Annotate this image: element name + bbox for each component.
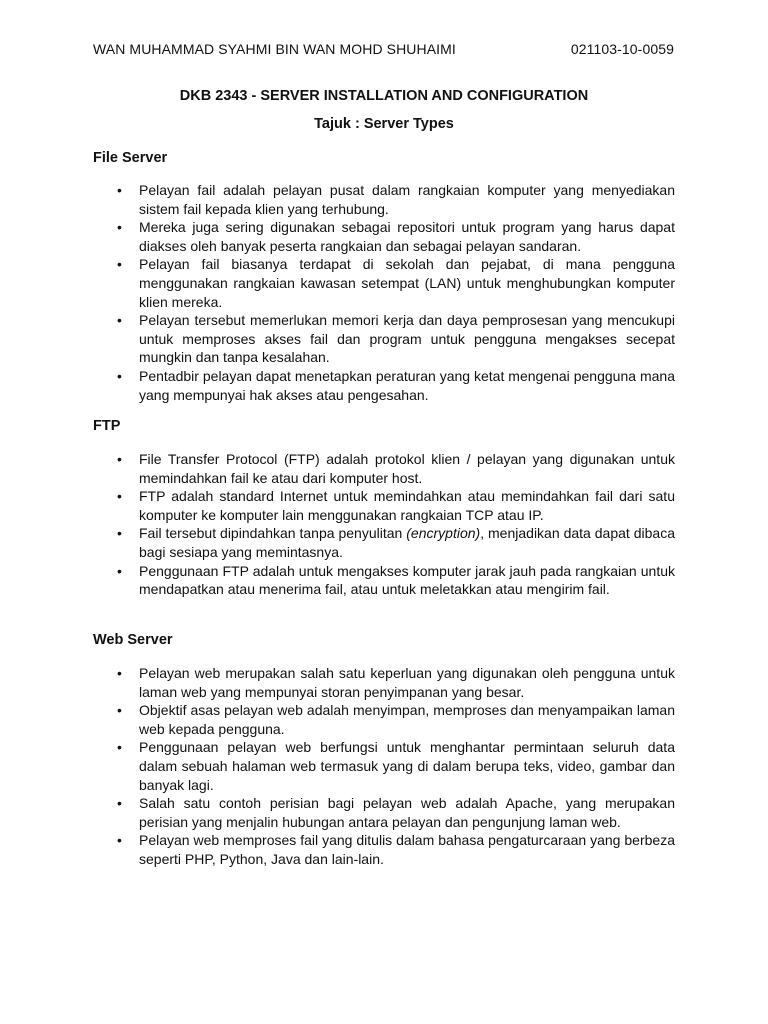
list-item-text: Pelayan web merupakan salah satu keperluan yang digunakan oleh pengguna untuk laman web yang mempunyai storan penyimpanan yang besar.	[139, 665, 675, 700]
list-item	[93, 701, 675, 738]
list-item-text: Pelayan fail biasanya terdapat di sekolah dan pejabat, di mana pengguna menggunakan rangkaian kawasan setempat (LAN) untuk menghubungkan komputer klien mereka.	[139, 256, 675, 310]
text-fragment: , menjadikan data dapat dibaca bagi sesiapa yang memintasnya.	[139, 525, 676, 560]
list-item-text: Penggunaan pelayan web berfungsi untuk menghantar permintaan seluruh data dalam sebuah halaman web termasuk yang di dalam berupa teks, video, gambar dan banyak lagi.	[139, 739, 675, 793]
bullet-icon: •	[117, 832, 122, 849]
bullet-icon: •	[117, 739, 122, 756]
list-item	[93, 311, 675, 367]
list-item-text: Salah satu contoh perisian bagi pelayan web adalah Apache, yang merupakan perisian yang menjalin hubungan antara pelayan dan pengunjung laman web.	[139, 795, 675, 830]
list-item-text: Pentadbir pelayan dapat menetapkan peraturan yang ketat mengenai pengguna mana yang mempunyai hak akses atau pengesahan.	[139, 367, 675, 403]
bullet-icon: •	[117, 795, 122, 812]
list-item	[93, 487, 675, 524]
ftp-list	[93, 450, 675, 599]
bullet-icon: •	[117, 367, 122, 384]
list-item	[93, 218, 675, 255]
text-fragment: Fail tersebut dipindahkan tanpa penyulitan	[139, 525, 407, 542]
italic-term: (encryption)	[406, 525, 481, 542]
file-server-list	[93, 181, 675, 404]
web-server-list	[93, 664, 675, 869]
list-item	[93, 562, 675, 599]
list-item-text	[139, 525, 675, 560]
bullet-icon: •	[117, 665, 122, 681]
page-header	[93, 41, 674, 57]
list-item	[93, 255, 675, 311]
list-item	[93, 367, 675, 404]
list-item-text: Pelayan tersebut memerlukan memori kerja dan daya pemprosesan yang mencukupi untuk memproses akses fail dan program untuk pengguna mengakses secepat mungkin dan tanpa kesalahan.	[139, 312, 675, 366]
bullet-icon: •	[117, 182, 122, 198]
section-heading-ftp: FTP	[93, 418, 121, 434]
list-item-text: Pelayan fail adalah pelayan pusat dalam rangkaian komputer yang menyediakan sistem fail kepada klien yang terhubung.	[139, 182, 675, 217]
list-item-text: FTP adalah standard Internet untuk memindahkan atau memindahkan fail dari satu komputer ke komputer lain menggunakan rangkaian TCP atau IP.	[139, 488, 675, 523]
bullet-icon: •	[117, 562, 122, 579]
list-item	[93, 794, 675, 831]
list-item	[93, 664, 675, 701]
bullet-icon: •	[117, 219, 122, 236]
list-item	[93, 831, 675, 868]
bullet-icon: •	[117, 488, 122, 505]
student-id: 021103-10-0059	[570, 41, 674, 57]
section-heading-web-server: Web Server	[93, 632, 173, 648]
bullet-icon: •	[117, 256, 122, 273]
list-item	[93, 181, 675, 218]
bullet-icon: •	[117, 525, 122, 542]
list-item-text: Mereka juga sering digunakan sebagai repositori untuk program yang harus dapat diakses oleh banyak peserta rangkaian dan sebagai pelayan sandaran.	[139, 219, 675, 254]
section-heading-file-server: File Server	[93, 150, 168, 166]
list-item	[93, 450, 675, 487]
document-subtitle: Tajuk : Server Types	[314, 116, 454, 132]
bullet-icon: •	[117, 312, 122, 329]
bullet-icon: •	[117, 451, 122, 467]
bullet-icon: •	[117, 702, 122, 719]
list-item-text: File Transfer Protocol (FTP) adalah protokol klien / pelayan yang digunakan untuk memindahkan fail ke atau dari komputer host.	[139, 451, 675, 486]
list-item-text: Pelayan web memproses fail yang ditulis dalam bahasa pengaturcaraan yang berbeza seperti PHP, Python, Java dan lain-lain.	[139, 832, 675, 867]
list-item	[93, 738, 675, 794]
document-title: DKB 2343 - SERVER INSTALLATION AND CONFIGURATION	[179, 88, 589, 104]
list-item-text: Penggunaan FTP adalah untuk mengakses komputer jarak jauh pada rangkaian untuk mendapatkan atau menerima fail, atau untuk meletakkan atau mengirim fail.	[139, 562, 675, 598]
list-item	[93, 524, 675, 561]
list-item-text: Objektif asas pelayan web adalah menyimpan, memproses dan menyampaikan laman web kepada pengguna.	[139, 702, 675, 737]
author-name: WAN MUHAMMAD SYAHMI BIN WAN MOHD SHUHAIMI	[93, 41, 456, 57]
